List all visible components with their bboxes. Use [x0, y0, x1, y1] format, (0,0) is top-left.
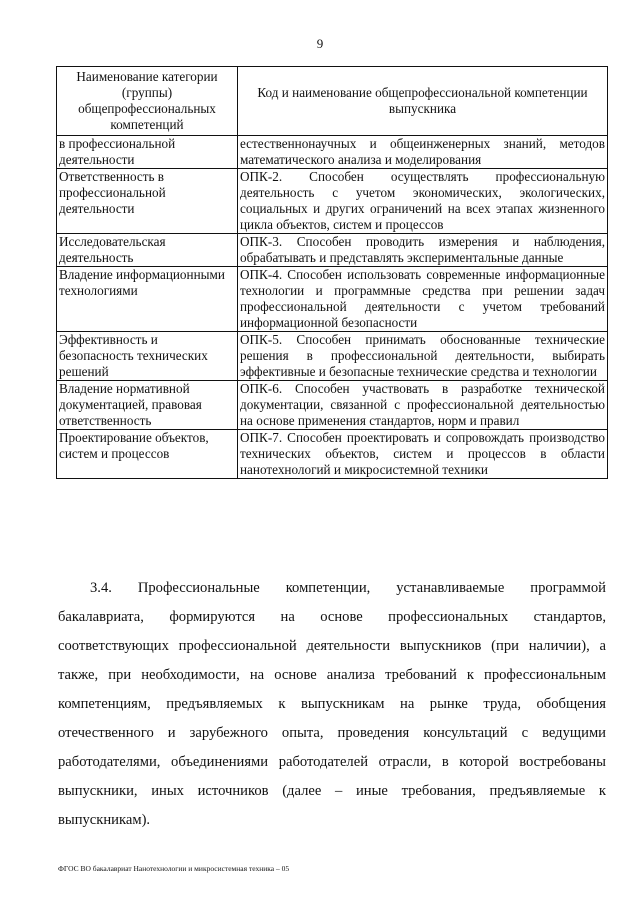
category-cell: Проектирование объектов, систем и процессов — [57, 430, 238, 479]
table-row — [57, 136, 608, 169]
table-row — [57, 430, 608, 479]
competence-cell: ОПК-5. Способен принимать обоснованные технические решения в профессиональной деятельности, выбирать эффективные и безопасные технические средства и технологии — [238, 332, 608, 381]
table-row — [57, 332, 608, 381]
competencies-table — [56, 66, 608, 479]
table-row — [57, 169, 608, 234]
competence-cell: естественнонаучных и общеинженерных знаний, методов математического анализа и моделирования — [238, 136, 608, 169]
competence-cell: ОПК-4. Способен использовать современные информационные технологии и программные средства при решении задач профессиональной деятельности с учетом требований информационной безопасности — [238, 267, 608, 332]
document-footer: ФГОС ВО бакалавриат Нанотехнологии и микросистемная техника – 05 — [58, 864, 290, 873]
category-cell: Ответственность в профессиональной деятельности — [57, 169, 238, 234]
table-row — [57, 267, 608, 332]
page-number: 9 — [316, 36, 324, 51]
category-cell: Исследовательская деятельность — [57, 234, 238, 267]
section-3-4-paragraph: 3.4. Профессиональные компетенции, устанавливаемые программой бакалавриата, формируются на основе профессиональных стандартов, соответствующих профессиональной деятельности выпускников (при наличии), а также, при необходимости, на основе анализа требований к профессиональным компетенциям, предъявляемых к выпускникам на рынке труда, обобщения отечественного и зарубежного опыта, проведения консультаций с ведущими работодателями, объединениями работодателей отрасли, в которой востребованы выпускники, иных источников (далее – иные требования, предъявляемые к выпускникам). — [58, 580, 606, 828]
category-cell: Владение нормативной документацией, правовая ответственность — [57, 381, 238, 430]
competence-cell: ОПК-7. Способен проектировать и сопровождать производство технических объектов, систем и процессов в области нанотехнологий и микросистемной техники — [238, 430, 608, 479]
table-row — [57, 234, 608, 267]
table-row — [57, 381, 608, 430]
header-code: Код и наименование общепрофессиональной компетенции выпускника — [238, 67, 608, 136]
category-cell: Эффективность и безопасность технических решений — [57, 332, 238, 381]
competence-cell: ОПК-6. Способен участвовать в разработке технической документации, связанной с профессиональной деятельностью на основе применения стандартов, норм и правил — [238, 381, 608, 430]
category-cell: Владение информационными технологиями — [57, 267, 238, 332]
category-cell: в профессиональной деятельности — [57, 136, 238, 169]
header-category: Наименование категории (группы) общепрофессиональных компетенций — [57, 67, 238, 136]
table-header-row — [57, 67, 608, 136]
competence-cell: ОПК-3. Способен проводить измерения и наблюдения, обрабатывать и представлять экспериментальные данные — [238, 234, 608, 267]
competence-cell: ОПК-2. Способен осуществлять профессиональную деятельность с учетом экономических, экологических, социальных и других ограничений на всех этапах жизненного цикла объектов, систем и процессов — [238, 169, 608, 234]
